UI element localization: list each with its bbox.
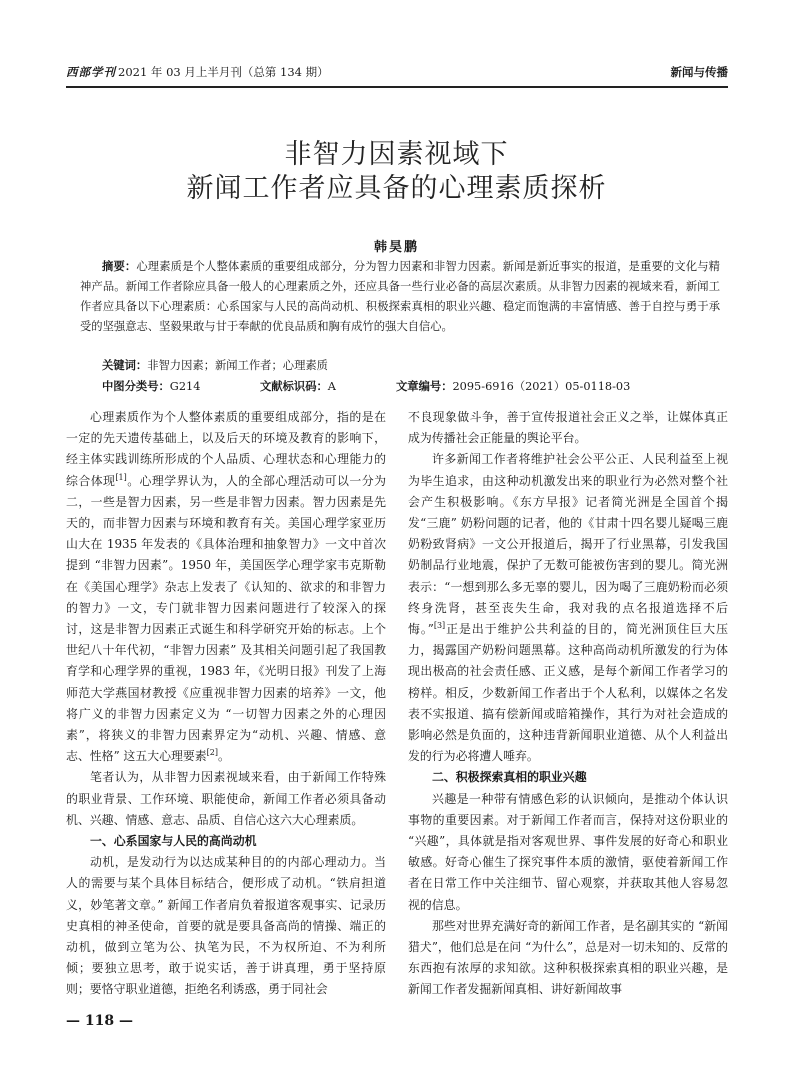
paragraph: 那些对世界充满好奇的新闻工作者，是名副其实的 “新闻猎犬”，他们总是在问 “为什么”，总是对一切未知的、反常的东西抱有浓厚的求知欲。这种积极探索真相的职业兴趣，是新闻工作者发掘新闻真相、讲好新闻故事 bbox=[408, 918, 728, 997]
abstract-label: 摘要： bbox=[102, 260, 137, 273]
keywords-label: 关键词： bbox=[102, 359, 148, 372]
title-line-1: 非智力因素视域下 bbox=[284, 139, 509, 170]
paragraph: 笔者认为，从非智力因素视域来看，由于新闻工作特殊的职业背景、工作环境、职能使命，新闻工作者必须具备动机、兴趣、情感、意志、品质、自信心这六大心理素质。 bbox=[66, 770, 386, 827]
section-heading: 一、心系国家与人民的高尚动机 bbox=[90, 834, 257, 849]
article-number-label: 文章编号： bbox=[396, 380, 453, 393]
citation-ref: [3] bbox=[433, 621, 446, 631]
author-name: 韩昊鹏 bbox=[373, 240, 419, 255]
issue-info: 2021 年 03 月上半月刊（总第 134 期） bbox=[118, 65, 329, 79]
clc-value: G214 bbox=[169, 380, 201, 393]
paragraph: 不良现象做斗争，善于宣传报道社会正义之举，让媒体真正成为传播社会正能量的舆论平台。 bbox=[408, 410, 728, 446]
clc-label: 中图分类号： bbox=[102, 380, 170, 393]
journal-issue-line bbox=[66, 64, 329, 80]
running-header bbox=[66, 62, 728, 84]
section-heading: 二、积极探索真相的职业兴趣 bbox=[432, 770, 587, 785]
doc-code-value: A bbox=[327, 380, 336, 393]
title-line-2: 新闻工作者应具备的心理素质探析 bbox=[186, 173, 607, 204]
body-column-right bbox=[408, 407, 728, 1001]
citation-ref: [2] bbox=[206, 748, 218, 758]
abstract-text: 心理素质是个人整体素质的重要组成部分，分为智力因素和非智力因素。新闻是新近事实的报道，是重要的文化与精神产品。新闻工作者除应具备一般人的心理素质之外，还应具备一些行业必备的高层次素质。从非智力因素的视域来看，新闻工作者应具备以下心理素质：心系国家与人民的高尚动机、积极探索真相的职业兴趣、稳定而饱满的丰富情感、善于自控与勇于承受的坚强意志、坚毅果敢与甘于奉献的优良品质和胸有成竹的强大自信心。 bbox=[80, 260, 720, 333]
journal-logo: 西部学刊 bbox=[66, 65, 116, 79]
header-rule bbox=[66, 86, 728, 88]
paragraph: 心理素质作为个人整体素质的重要组成部分，指的是在一定的先天遗传基础上，以及后天的环境及教育的影响下，经主体实践训练所形成的个人品质、心理状态和心理能力的综合体现[1]。心理学界认为，人的全部心理活动可以一分为二，一些是智力因素，另一些是非智力因素。智力因素是先天的，而非智力因素与环境和教育有关。美国心理学家亚历山大在 1935 年发表的《具体治理和抽象智力》一文中首次提到 “非智力因素”。1950 年，美国医学心理学家韦克斯勒在《美国心理学》杂志上发表了《认知的、欲求的和非智力的智力》一文，专门就非智力因素问题进行了较深入的探讨，这是非智力因素正式诞生和科学研究开始的标志。上个世纪八十年代初，“非智力因素” 及其相关问题引起了我国教育学和心理学界的重视，1983 年，《光明日报》刊发了上海师范大学燕国材教授《应重视非智力因素的培养》一文，他将广义的非智力因素定义为 “一切智力因素之外的心理因素”，将狭义的非智力因素界定为“动机、兴趣、情感、意志、性格” 这五大心理要素[2]。 bbox=[66, 410, 386, 764]
page-number: — 118 — bbox=[66, 1013, 133, 1029]
abstract bbox=[80, 257, 720, 337]
keywords bbox=[102, 357, 328, 373]
keywords-text: 非智力因素；新闻工作者；心理素质 bbox=[147, 359, 328, 372]
citation-ref: [1] bbox=[115, 472, 127, 482]
paragraph: 许多新闻工作者将维护社会公平公正、人民利益至上视为毕生追求，由这种动机激发出来的职业行为必然对整个社会产生积极影响。《东方早报》记者简光洲是全国首个揭发“三鹿” 奶粉问题的记者，他的《甘肃十四名婴儿疑喝三鹿奶粉致肾病》一文公开报道后，揭开了行业黑幕，引发我国奶制品行业地震，保护了无数可能被伤害到的婴儿。简光洲表示：“一想到那么多无辜的婴儿，因为喝了三鹿奶粉而必须终身洗肾，甚至丧失生命，我对我的点名报道选择不后悔。”[3]正是出于维护公共利益的目的，简光洲顶住巨大压力，揭露国产奶粉问题黑幕。这种高尚动机所激发的行为体现出极高的社会责任感、正义感，是每个新闻工作者学习的榜样。相反，少数新闻工作者出于个人私利，以媒体之名发表不实报道、搞有偿新闻或暗箱操作，其行为对社会造成的影响必然是负面的，这种违背新闻职业道德、从个人利益出发的行为必将遭人唾弃。 bbox=[408, 452, 728, 764]
section-name: 新闻与传播 bbox=[670, 65, 728, 79]
article-number-value: 2095-6916（2021）05-0118-03 bbox=[452, 380, 631, 393]
doc-code-label: 文献标识码： bbox=[260, 380, 328, 393]
paragraph: 动机，是发动行为以达成某种目的的内部心理动力。当人的需要与某个具体目标结合，便形成了动机。“铁肩担道义，妙笔著文章。” 新闻工作者肩负着报道客观事实、记录历史真相的神圣使命，首要的就是要具备高尚的情操、端正的动机，做到立笔为公、执笔为民，不为权所迫、不为利所倾；要独立思考，敢于说实话，善于讲真理，勇于坚持原则；要恪守职业道德，拒绝名利诱惑，勇于同社会 bbox=[66, 855, 386, 997]
paragraph: 兴趣是一种带有情感色彩的认识倾向，是推动个体认识事物的重要因素。对于新闻工作者而言，保持对这份职业的 “兴趣”，具体就是指对客观世界、事件发展的好奇心和职业敏感。好奇心催生了探究事件本质的激情，驱使着新闻工作者在日常工作中关注细节、留心观察，并获取其他人容易忽视的信息。 bbox=[408, 791, 728, 912]
body-column-left bbox=[66, 407, 386, 1001]
